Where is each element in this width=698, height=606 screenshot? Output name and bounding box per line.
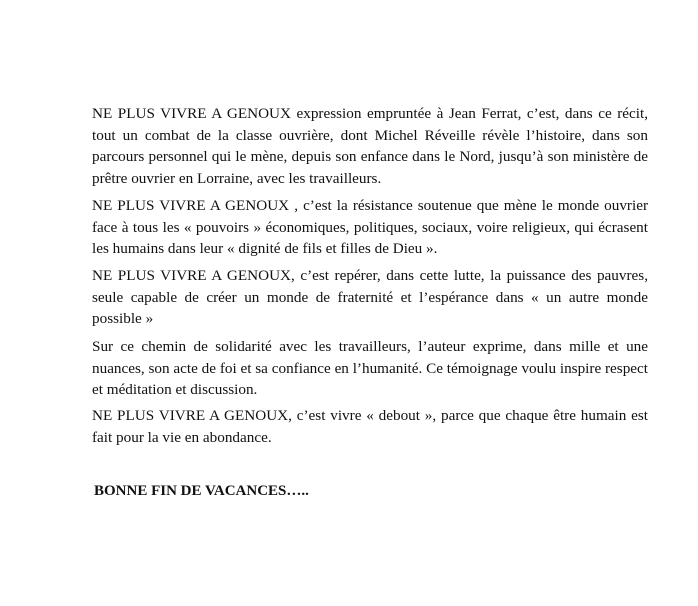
paragraph-3-lead: NE PLUS VIVRE A GENOUX xyxy=(92,267,292,284)
paragraph-3-text: , c’est repérer, dans cette lutte, la puissance des pauvres, seule capable de créer un monde de fraternité et l’espérance dans « un autre monde possible » xyxy=(92,267,648,328)
paragraph-3 xyxy=(92,265,648,330)
paragraph-4 xyxy=(92,336,648,401)
closing-line: BONNE FIN DE VACANCES….. xyxy=(94,483,309,499)
paragraph-1-text: expression empruntée à Jean Ferrat, c’est, dans ce récit, tout un combat de la classe ouvrière, dont Michel Réveille révèle l’histoire, dans son parcours personnel qui le mène, depuis son enfance dans le Nord, jusqu’à son ministère de prêtre ouvrier en Lorraine, avec les travailleurs. xyxy=(92,105,649,187)
paragraph-2-lead: NE PLUS VIVRE A GENOUX xyxy=(92,197,290,214)
paragraph-2 xyxy=(92,195,648,260)
paragraph-4-text: Sur ce chemin de solidarité avec les travailleurs, l’auteur exprime, dans mille et une nuances, son acte de foi et sa confiance en l’humanité. Ce témoignage voulu inspire respect et méditation et discussion. xyxy=(92,338,648,399)
paragraph-1-lead: NE PLUS VIVRE A GENOUX xyxy=(92,105,291,122)
paragraph-5-text: , c’est vivre « debout », parce que chaque être humain est fait pour la vie en abondance. xyxy=(92,407,649,446)
paragraph-1 xyxy=(92,103,648,189)
paragraph-5-lead: NE PLUS VIVRE A GENOUX xyxy=(92,407,289,424)
paragraph-2-text: , c’est la résistance soutenue que mène le monde ouvrier face à tous les « pouvoirs » économiques, politiques, sociaux, voire religieux, qui écrasent les humains dans leur « dignité de fils et filles de Dieu ». xyxy=(92,197,648,258)
paragraph-5 xyxy=(92,405,648,448)
